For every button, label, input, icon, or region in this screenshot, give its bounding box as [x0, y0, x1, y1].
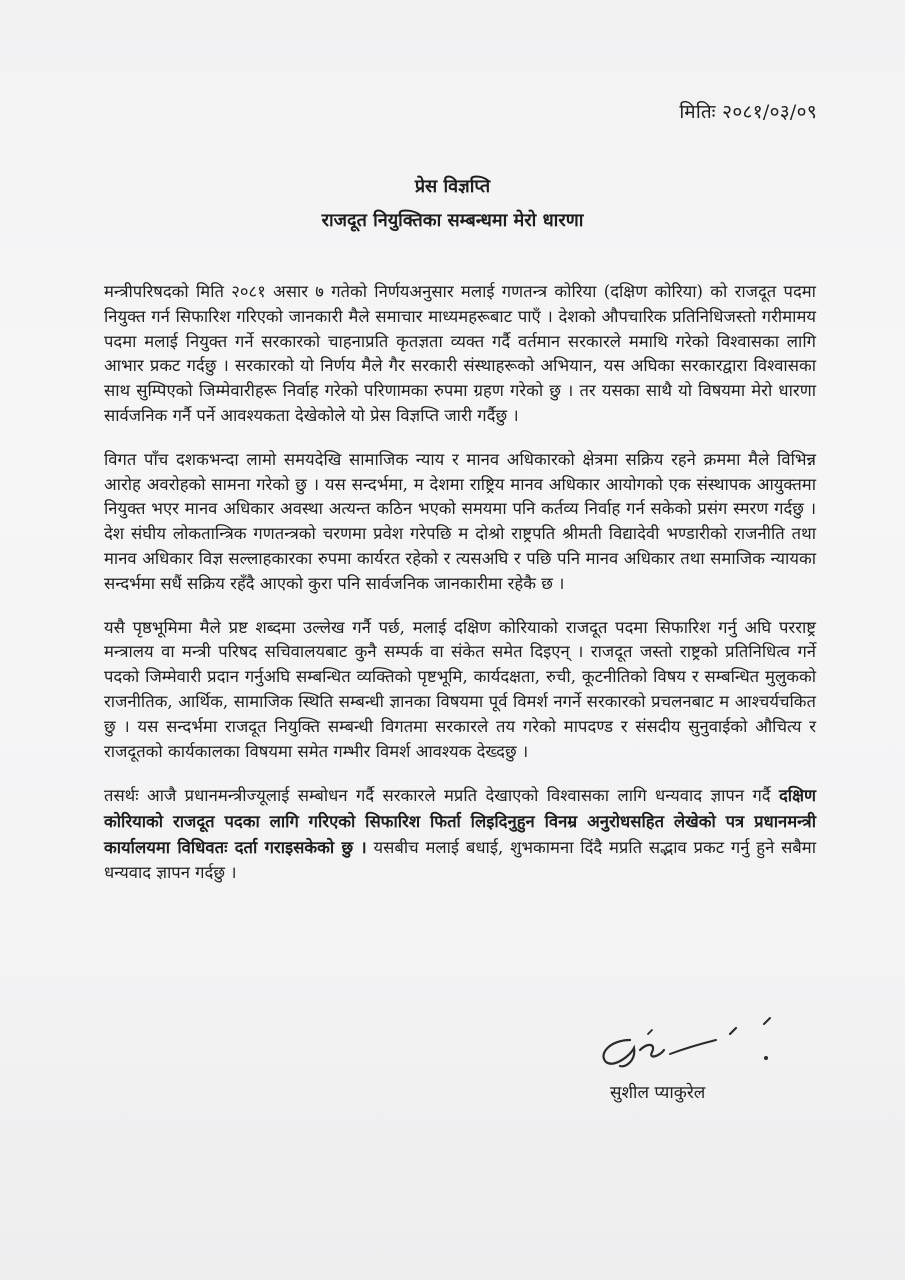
handwritten-signature	[590, 1010, 780, 1080]
signer-name: सुशील प्याकुरेल	[610, 1083, 706, 1103]
paragraph-3: यसै पृष्ठभूमिमा मैले प्रष्ट शब्दमा उल्लेख गर्नै पर्छ, मलाई दक्षिण कोरियाको राजदूत पदमा सिफारिश गर्नु अघि परराष्ट्र मन्त्रालय वा मन्त्री परिषद सचिवालयबाट कुनै सम्पर्क वा संकेत समेत दिइएन् । राजदूत जस्तो राष्ट्रको प्रतिनिधित्व गर्ने पदको जिम्मेवारी प्रदान गर्नुअघि सम्बन्धित व्यक्तिको पृष्टभूमि, कार्यदक्षता, रुची, कूटनीतिको विषय र सम्बन्धित मुलुकको राजनीतिक, आर्थिक, सामाजिक स्थिति सम्बन्धी ज्ञानका विषयमा पूर्व विमर्श नगर्ने सरकारको प्रचलनबाट म आश्चर्यचकित छु । यस सन्दर्भमा राजदूत नियुक्ति सम्बन्धी विगतमा सरकारले तय गरेको मापदण्ड र संसदीय सुनुवाईको औचित्य र राजदूतको कार्यकालका विषयमा समेत गम्भीर विमर्श आवश्यक देख्दछु ।	[104, 617, 816, 761]
paragraph-2: विगत पाँच दशकभन्दा लामो समयदेखि सामाजिक न्याय र मानव अधिकारको क्षेत्रमा सक्रिय रहने क्रममा मैले विभिन्न आरोह अवरोहको सामना गरेको छु । यस सन्दर्भमा, म देशमा राष्ट्रिय मानव अधिकार आयोगको एक संस्थापक आयुक्तमा नियुक्त भएर मानव अधिकार अवस्था अत्यन्त कठिन भएको समयमा पनि कर्तव्य निर्वाह गर्न सकेको प्रसंग स्मरण गर्दछु । देश संघीय लोकतान्त्रिक गणतन्त्रको चरणमा प्रवेश गरेपछि म दोश्रो राष्ट्रपति श्रीमती विद्यादेवी भण्डारीको राजनीति तथा मानव अधिकार विज्ञ सल्लाहकारका रुपमा कार्यरत रहेको र त्यसअघि र पछि पनि मानव अधिकार तथा समाजिक न्यायका सन्दर्भमा सधैं सक्रिय रहँदै आएको कुरा पनि सार्वजनिक जानकारीमा रहेकै छ ।	[104, 449, 816, 593]
document-body	[104, 280, 816, 886]
paragraph-1: मन्त्रीपरिषदको मिति २०८१ असार ७ गतेको निर्णयअनुसार मलाई गणतन्त्र कोरिया (दक्षिण कोरिया) को राजदूत पदमा नियुक्त गर्न सिफारिश गरिएको जानकारी मैले समाचार माध्यमहरूबाट पाएँ । देशको औपचारिक प्रतिनिधिजस्तो गरीमामय पदमा मलाई नियुक्त गर्ने सरकारको चाहनाप्रति कृतज्ञता व्यक्त गर्दै वर्तमान सरकारले ममाथि गरेको विश्वासका लागि आभार प्रकट गर्दछु । सरकारको यो निर्णय मैले गैर सरकारी संस्थाहरूको अभियान, यस अघिका सरकारद्वारा विश्वासका साथ सुम्पिएको जिम्मेवारीहरू निर्वाह गरेको परिणामका रुपमा ग्रहण गरेको छु । तर यसका साथै यो विषयमा मेरो धारणा सार्वजनिक गर्नै पर्ने आवश्यकता देखेकोले यो प्रेस विज्ञप्ति जारी गर्दैछु ।	[104, 282, 816, 425]
paragraph-4-intro: तसर्थः आजै प्रधानमन्त्रीज्यूलाई सम्बोधन गर्दै सरकारले मप्रति देखाएको विश्वासका लागि धन्यवाद ज्ञापन गर्दै	[104, 786, 779, 806]
paragraph-4-bold: दक्षिण कोरियाको राजदूत पदका लागि गरिएको सिफारिश फिर्ता लिइदिनुहुन विनम्र अनुरोधसहित लेखेको पत्र प्रधानमन्त्री कार्यालयमा विधिवतः दर्ता गराइसकेको छु ।	[104, 785, 816, 857]
paragraph-4	[104, 783, 816, 885]
document-subtitle: राजदूत नियुक्तिका सम्बन्धमा मेरो धारणा	[321, 210, 584, 231]
date-line: मितिः २०८१/०३/०९	[679, 101, 817, 123]
document-title: प्रेस विज्ञप्ति	[414, 176, 491, 197]
paragraph-4-closing: यसबीच मलाई बधाई, शुभकामना दिंदै मप्रति सद्भाव प्रकट गर्नु हुने सबैमा धन्यवाद ज्ञापन गर्दछु ।	[104, 837, 816, 882]
